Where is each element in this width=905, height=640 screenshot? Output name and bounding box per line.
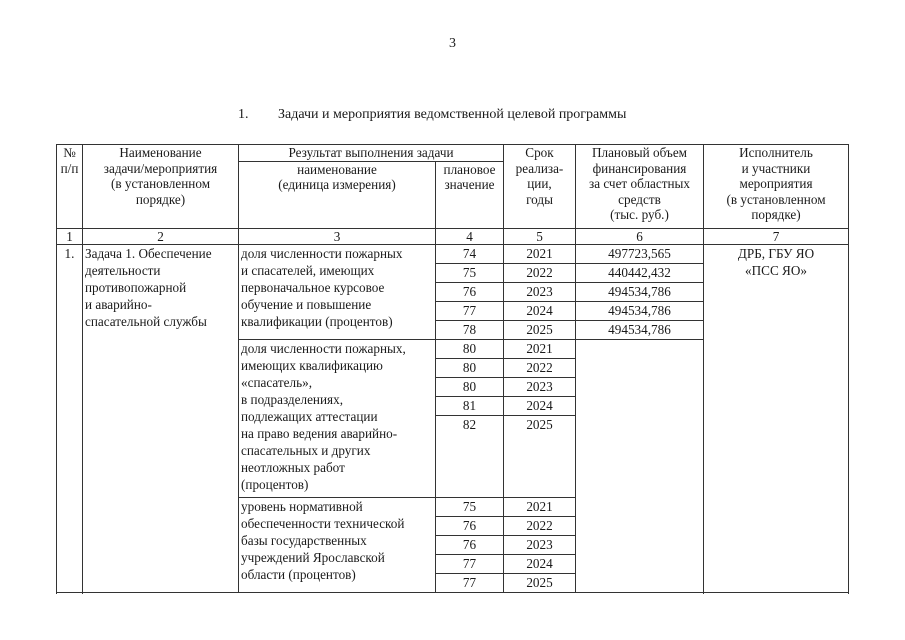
header-result-group: Результат выполнения задачи — [239, 145, 504, 162]
year: 2022 — [504, 517, 576, 536]
year: 2025 — [504, 321, 576, 340]
plan-value: 76 — [436, 283, 504, 302]
indicator-name: доля численности пожарных и спасателей, имеющих первоначальное курсовое обучение и повышение квалификации (процентов) — [239, 245, 436, 340]
plan-value: 75 — [436, 498, 504, 517]
plan-value: 78 — [436, 321, 504, 340]
year: 2025 — [504, 574, 576, 593]
year: 2023 — [504, 283, 576, 302]
header-task-name: Наименование задачи/мероприятия (в установленном порядке) — [83, 145, 239, 229]
year: 2025 — [504, 416, 576, 498]
column-number-row — [57, 228, 849, 245]
year: 2021 — [504, 340, 576, 359]
indicator-value-row — [57, 245, 849, 264]
funding-empty — [576, 340, 704, 593]
year: 2024 — [504, 555, 576, 574]
row-number: 1. — [57, 245, 83, 593]
section-heading — [238, 107, 626, 123]
plan-value: 76 — [436, 536, 504, 555]
column-number: 7 — [704, 228, 849, 245]
header-result-name: наименование (единица измерения) — [239, 161, 436, 228]
task-name: Задача 1. Обеспечение деятельности противопожарной и аварийно- спасательной службы — [83, 245, 239, 593]
year: 2021 — [504, 245, 576, 264]
indicator-name: уровень нормативной обеспеченности технической базы государственных учреждений Ярославской области (процентов) — [239, 498, 436, 593]
plan-value: 75 — [436, 264, 504, 283]
funding-amount: 494534,786 — [576, 321, 704, 340]
year: 2024 — [504, 397, 576, 416]
year: 2022 — [504, 359, 576, 378]
plan-value: 74 — [436, 245, 504, 264]
plan-value: 77 — [436, 555, 504, 574]
header-plan-value: плановое значение — [436, 161, 504, 228]
header-row-1 — [57, 145, 849, 162]
plan-value: 76 — [436, 517, 504, 536]
plan-value: 77 — [436, 302, 504, 321]
year: 2022 — [504, 264, 576, 283]
column-number: 1 — [57, 228, 83, 245]
funding-amount: 494534,786 — [576, 283, 704, 302]
column-number: 5 — [504, 228, 576, 245]
year: 2021 — [504, 498, 576, 517]
section-number: 1. — [238, 107, 249, 122]
plan-value: 80 — [436, 359, 504, 378]
column-number: 3 — [239, 228, 436, 245]
header-funding: Плановый объем финансирования за счет областных средств (тыс. руб.) — [576, 145, 704, 229]
header-term: Срок реализа- ции, годы — [504, 145, 576, 229]
program-table — [56, 144, 849, 593]
header-executor: Исполнитель и участники мероприятия (в установленном порядке) — [704, 145, 849, 229]
funding-amount: 494534,786 — [576, 302, 704, 321]
header-num: № п/п — [57, 145, 83, 229]
funding-amount: 497723,565 — [576, 245, 704, 264]
plan-value: 80 — [436, 378, 504, 397]
plan-value: 80 — [436, 340, 504, 359]
year: 2023 — [504, 536, 576, 555]
year: 2024 — [504, 302, 576, 321]
executor: ДРБ, ГБУ ЯО «ПСС ЯО» — [704, 245, 849, 593]
column-number: 2 — [83, 228, 239, 245]
column-number: 6 — [576, 228, 704, 245]
plan-value: 81 — [436, 397, 504, 416]
indicator-name: доля численности пожарных, имеющих квалификацию «спасатель», в подразделениях, подлежащих аттестации на право ведения аварийно- спасательных и других неотложных работ (процентов) — [239, 340, 436, 498]
year: 2023 — [504, 378, 576, 397]
funding-amount: 440442,432 — [576, 264, 704, 283]
page-number: 3 — [449, 36, 456, 51]
section-title: Задачи и мероприятия ведомственной целевой программы — [278, 107, 627, 122]
plan-value: 82 — [436, 416, 504, 498]
column-number: 4 — [436, 228, 504, 245]
plan-value: 77 — [436, 574, 504, 593]
